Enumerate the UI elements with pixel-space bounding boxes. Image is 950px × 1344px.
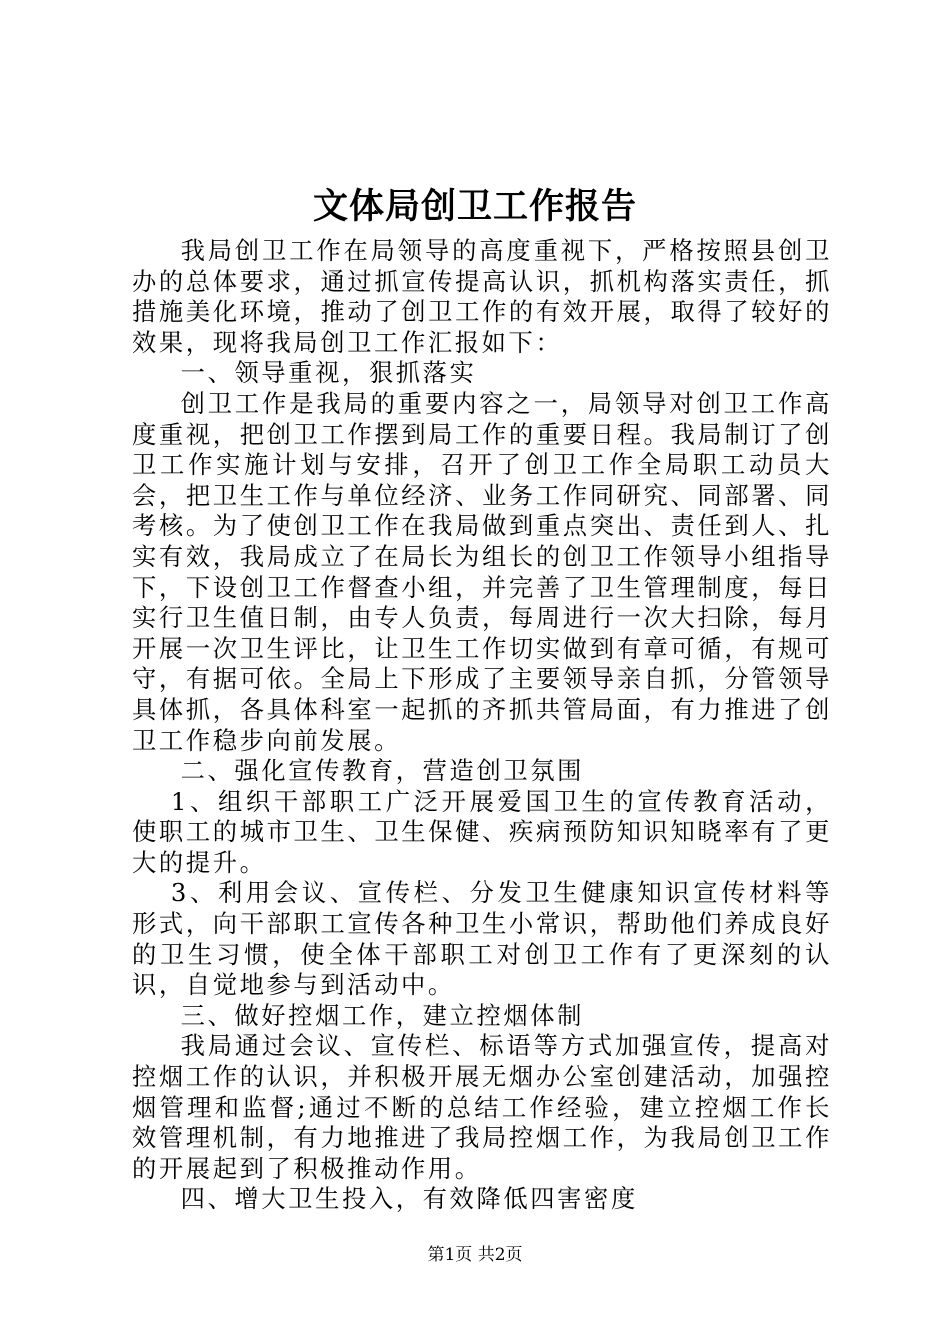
intro-paragraph: 我局创卫工作在局领导的高度重视下，严格按照县创卫办的总体要求，通过抓宣传提高认识，抓机构落实责任，抓措施美化环境，推动了创卫工作的有效开展，取得了较好的效果，现将我局创卫工作汇报如下： bbox=[132, 236, 832, 357]
section-heading-4: 四、增大卫生投入，有效降低四害密度 bbox=[180, 1184, 638, 1214]
document-body bbox=[132, 236, 832, 1215]
section-paragraph-1: 创卫工作是我局的重要内容之一，局领导对创卫工作高度重视，把创卫工作摆到局工作的重要日程。我局制订了创卫工作实施计划与安排，召开了创卫工作全局职工动员大会，把卫生工作与单位经济、业务工作同研究、同部署、同考核。为了使创卫工作在我局做到重点突出、责任到人、扎实有效，我局成立了在局长为组长的创卫工作领导小组指导下，下设创卫工作督查小组，并完善了卫生管理制度，每日实行卫生值日制，由专人负责，每周进行一次大扫除，每月开展一次卫生评比，让卫生工作切实做到有章可循，有规可守，有据可依。全局上下形成了主要领导亲自抓，分管领导具体抓，各具体科室一起抓的齐抓共管局面，有力推进了创卫工作稳步向前发展。 bbox=[132, 388, 832, 755]
section-heading-2: 二、强化宣传教育，营造创卫氛围 bbox=[180, 756, 585, 786]
numbered-paragraph-3: 3、利用会议、宣传栏、分发卫生健康知识宣传材料等形式，向干部职工宣传各种卫生小常识，帮助他们养成良好的卫生习惯，使全体干部职工对创卫工作有了更深刻的认识，自觉地参与到活动中。 bbox=[132, 878, 832, 1000]
numbered-paragraph-1: 1、组织干部职工广泛开展爱国卫生的宣传教育活动，使职工的城市卫生、卫生保健、疾病预防知识知晓率有了更大的提升。 bbox=[132, 786, 832, 877]
section-heading-1: 一、领导重视，狠抓落实 bbox=[180, 358, 477, 388]
page-footer: 第1页 共2页 bbox=[427, 1245, 523, 1265]
document-title: 文体局创卫工作报告 bbox=[312, 186, 637, 227]
section-paragraph-3: 我局通过会议、宣传栏、标语等方式加强宣传，提高对控烟工作的认识，并积极开展无烟办公室创建活动，加强控烟管理和监督;通过不断的总结工作经验，建立控烟工作长效管理机制，有力地推进了我局控烟工作，为我局创卫工作的开展起到了积极推动作用。 bbox=[132, 1031, 832, 1183]
section-heading-3: 三、做好控烟工作，建立控烟体制 bbox=[180, 1000, 585, 1030]
